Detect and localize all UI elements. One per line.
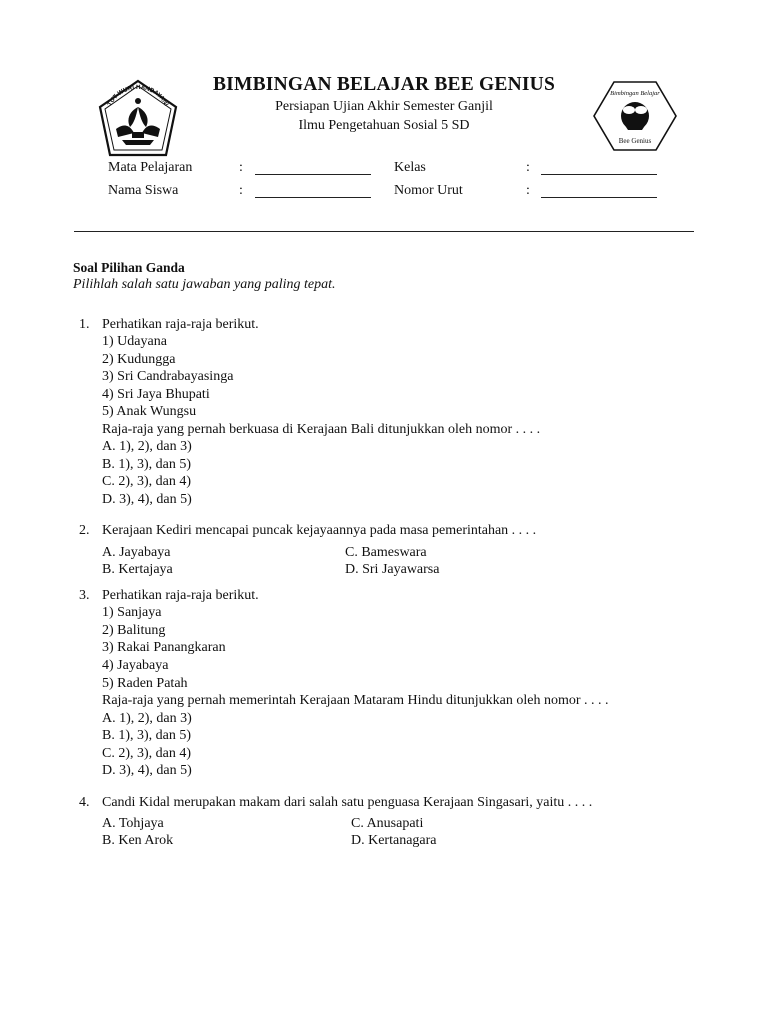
question-2-option-b: B. Kertajaya [102, 562, 173, 577]
question-4-number: 4. [79, 795, 90, 810]
question-2-number: 2. [79, 523, 90, 538]
nama-siswa-label: Nama Siswa [108, 183, 179, 198]
question-1-option-d: D. 3), 4), dan 5) [102, 492, 192, 507]
question-4-prompt: Candi Kidal merupakan makam dari salah satu penguasa Kerajaan Singasari, yaitu . . . . [102, 795, 593, 810]
nama-siswa-colon: : [239, 183, 243, 198]
svg-text:TUT WURI HANDAYANI: TUT WURI HANDAYANI [106, 83, 170, 108]
section-instruction: Pilihlah salah satu jawaban yang paling tepat. [73, 277, 336, 292]
question-4-option-c: C. Anusapati [351, 816, 424, 831]
mata-pelajaran-colon: : [239, 160, 243, 175]
bee-genius-logo [592, 80, 678, 152]
svg-text:Bimbingan Belajar: Bimbingan Belajar [610, 90, 660, 97]
question-1-item: 1) Udayana [102, 334, 167, 349]
question-1-option-b: B. 1), 3), dan 5) [102, 457, 192, 472]
section-title: Soal Pilihan Ganda [73, 260, 185, 275]
question-1-item: 4) Sri Jaya Bhupati [102, 387, 210, 402]
document-title: BIMBINGAN BELAJAR BEE GENIUS [212, 74, 556, 95]
mata-pelajaran-blank[interactable] [255, 162, 371, 180]
question-3-item: 3) Rakai Panangkaran [102, 640, 226, 655]
question-4-option-d: D. Kertanagara [351, 833, 437, 848]
question-1-number: 1. [79, 317, 90, 332]
question-1-item: 3) Sri Candrabayasinga [102, 369, 234, 384]
nomor-urut-colon: : [526, 183, 530, 198]
question-1-stem: Raja-raja yang pernah berkuasa di Kerajaan Bali ditunjukkan oleh nomor . . . . [102, 422, 541, 437]
kelas-label: Kelas [394, 160, 426, 175]
question-3-prompt: Perhatikan raja-raja berikut. [102, 588, 259, 603]
question-2-prompt: Kerajaan Kediri mencapai puncak kejayaannya pada masa pemerintahan . . . . [102, 523, 537, 538]
question-1-prompt: Perhatikan raja-raja berikut. [102, 317, 259, 332]
question-3-item: 5) Raden Patah [102, 676, 188, 691]
document-subtitle-exam: Persiapan Ujian Akhir Semester Ganjil [275, 99, 493, 114]
question-3-stem: Raja-raja yang pernah memerintah Kerajaan Mataram Hindu ditunjukkan oleh nomor . . . . [102, 693, 609, 708]
question-3-number: 3. [79, 588, 90, 603]
question-2-option-d: D. Sri Jayawarsa [345, 562, 440, 577]
question-1-option-c: C. 2), 3), dan 4) [102, 474, 192, 489]
question-3-item: 2) Balitung [102, 623, 166, 638]
question-1-option-a: A. 1), 2), dan 3) [102, 439, 192, 454]
question-1-item: 2) Kudungga [102, 352, 176, 367]
nomor-urut-label: Nomor Urut [394, 183, 463, 198]
question-3-item: 1) Sanjaya [102, 605, 162, 620]
question-2-option-c: C. Bameswara [345, 545, 427, 560]
question-3-option-d: D. 3), 4), dan 5) [102, 763, 192, 778]
kelas-colon: : [526, 160, 530, 175]
kelas-blank[interactable] [541, 162, 657, 180]
question-3-option-c: C. 2), 3), dan 4) [102, 746, 192, 761]
question-3-item: 4) Jayabaya [102, 658, 169, 673]
header-divider [74, 231, 694, 232]
svg-text:Bee Genius: Bee Genius [618, 137, 652, 145]
question-4-option-b: B. Ken Arok [102, 833, 174, 848]
mata-pelajaran-label: Mata Pelajaran [108, 160, 193, 175]
question-3-option-a: A. 1), 2), dan 3) [102, 711, 192, 726]
question-2-option-a: A. Jayabaya [102, 545, 171, 560]
question-4-option-a: A. Tohjaya [102, 816, 164, 831]
nama-siswa-blank[interactable] [255, 185, 371, 203]
document-subtitle-subject: Ilmu Pengetahuan Sosial 5 SD [298, 118, 470, 133]
question-3-option-b: B. 1), 3), dan 5) [102, 728, 192, 743]
question-1-item: 5) Anak Wungsu [102, 404, 197, 419]
nomor-urut-blank[interactable] [541, 185, 657, 203]
